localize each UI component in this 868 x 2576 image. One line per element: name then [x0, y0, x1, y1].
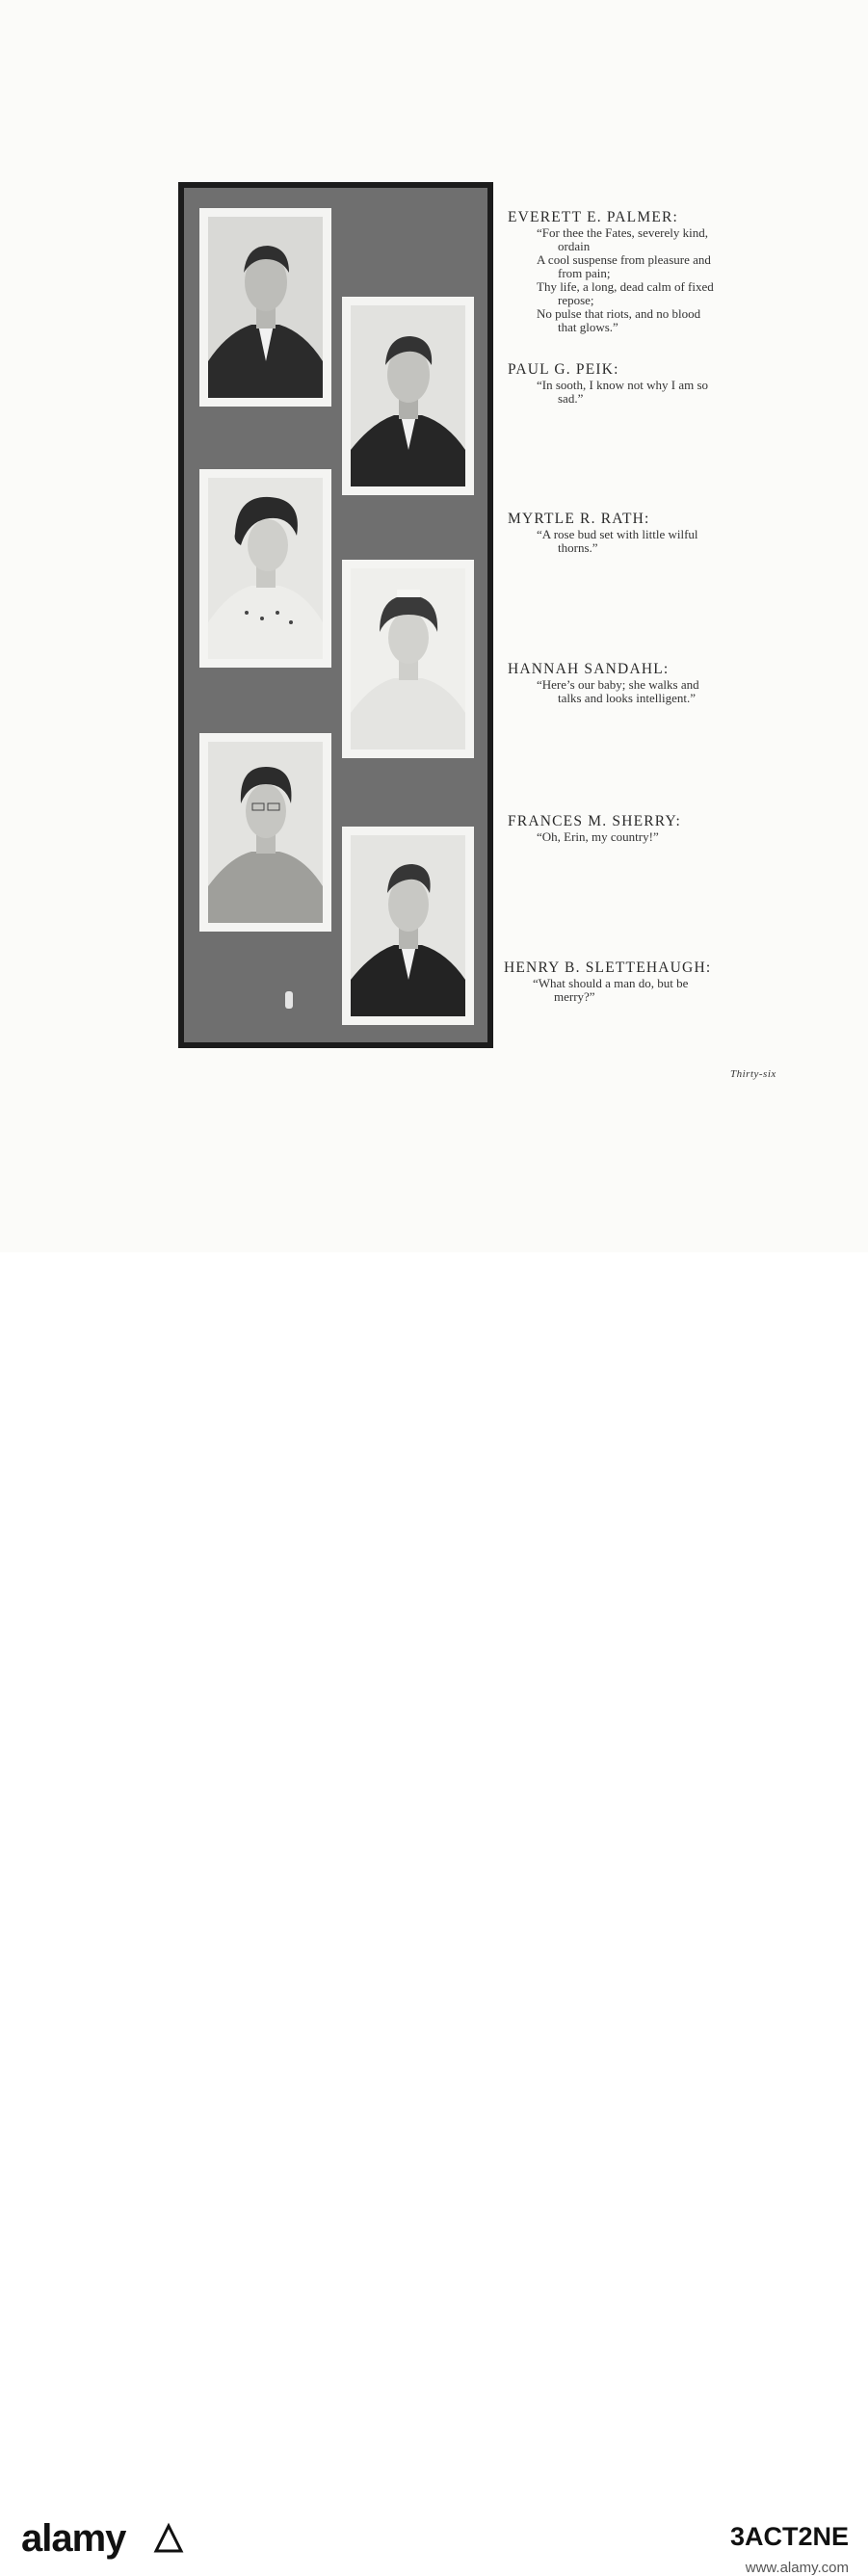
portrait-photo [199, 733, 331, 932]
student-quote [533, 977, 793, 1004]
student-name: MYRTLE R. RATH: [508, 511, 650, 527]
quote-line: “What should a man do, but be [533, 976, 689, 990]
quote-line-continued: thorns.” [558, 540, 598, 555]
student-name: HANNAH SANDAHL: [508, 661, 670, 677]
portrait-photo [342, 297, 474, 495]
stock-url: www.alamy.com [745, 2560, 849, 2576]
student-entry [508, 209, 797, 334]
quote-line-continued: sad.” [558, 391, 584, 406]
student-entry [508, 661, 797, 705]
student-name: PAUL G. PEIK: [508, 361, 619, 378]
portrait-photo [342, 827, 474, 1025]
stock-image-id: 3ACT2NE [729, 2522, 849, 2551]
quote-line: “For thee the Fates, severely kind, [537, 225, 708, 240]
brand-mark-icon [152, 2522, 185, 2555]
quote-line: “Oh, Erin, my country!” [537, 829, 659, 844]
student-entry [504, 959, 793, 1004]
photo-panel-mat [184, 188, 487, 1042]
quote-line-continued: from pain; [558, 266, 611, 280]
student-quote [537, 528, 797, 555]
portrait-photo [199, 208, 331, 407]
quote-line-continued: merry?” [554, 989, 595, 1004]
student-quote [537, 678, 797, 705]
portrait-man-icon [208, 217, 323, 398]
student-name: HENRY B. SLETTEHAUGH: [504, 959, 712, 976]
student-name: FRANCES M. SHERRY: [508, 813, 681, 829]
quote-line: “In sooth, I know not why I am so [537, 378, 709, 392]
quote-line: “Here’s our baby; she walks and [537, 677, 699, 692]
quote-line-continued: ordain [558, 239, 591, 253]
quote-line: “A rose bud set with little wilful [537, 527, 698, 541]
yearbook-page [0, 0, 868, 1252]
student-quote [537, 830, 797, 844]
mounting-pin [285, 991, 293, 1009]
portrait-girl-icon [351, 568, 465, 749]
quote-line-continued: repose; [558, 293, 594, 307]
student-entry [508, 361, 797, 406]
portrait-photo [342, 560, 474, 758]
page-number: Thirty-six [730, 1068, 776, 1080]
brand-logo: alamy [21, 2517, 126, 2560]
quote-line-continued: that glows.” [558, 320, 618, 334]
student-quote [537, 379, 797, 406]
student-entry [508, 813, 797, 844]
portrait-woman-icon [208, 478, 323, 659]
portrait-man-icon [351, 305, 465, 486]
quote-line: A cool suspense from pleasure and [537, 252, 711, 267]
student-name: EVERETT E. PALMER: [508, 209, 679, 225]
portrait-woman-icon [208, 742, 323, 923]
quote-line-continued: talks and looks intelligent.” [558, 691, 696, 705]
portrait-photo [199, 469, 331, 668]
student-entry [508, 511, 797, 555]
student-quote [537, 226, 797, 334]
watermark-footer [0, 1252, 868, 2576]
quote-line: Thy life, a long, dead calm of fixed [537, 279, 714, 294]
photo-panel [178, 182, 493, 1048]
quote-line: No pulse that riots, and no blood [537, 306, 701, 321]
portrait-man-icon [351, 835, 465, 1016]
